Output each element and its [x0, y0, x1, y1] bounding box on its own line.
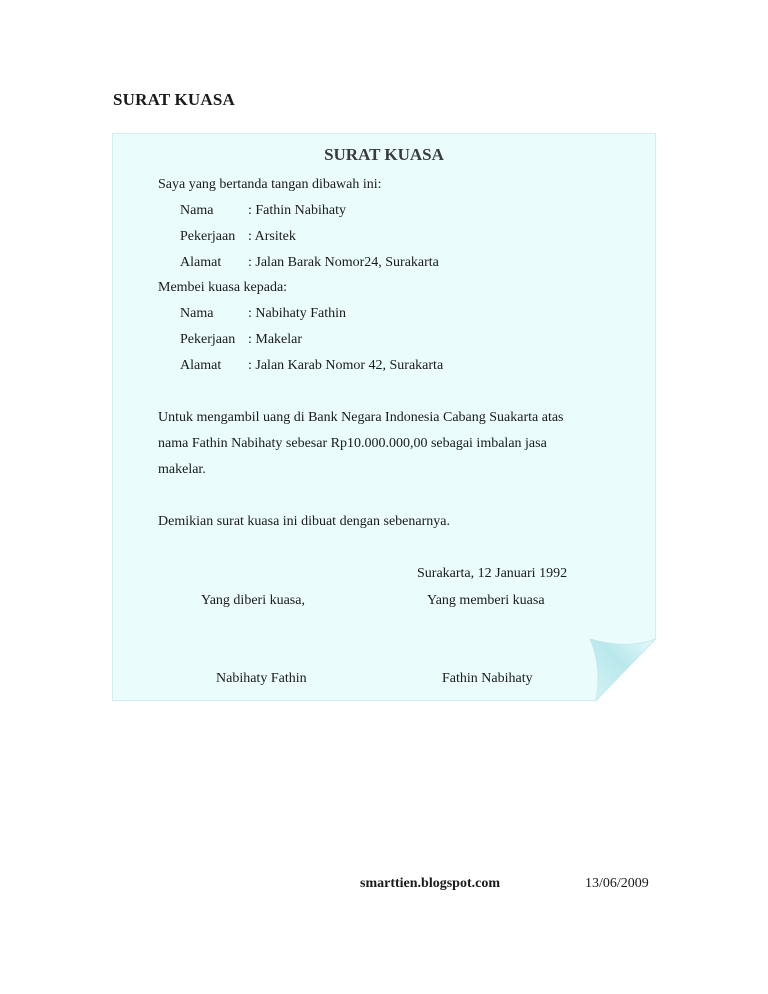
intro-text: Saya yang bertanda tangan dibawah ini:	[158, 177, 382, 192]
grantor-job-label: Pekerjaan	[180, 229, 236, 244]
giver-signature-name: Fathin Nabihaty	[442, 671, 533, 686]
purpose-line-2: nama Fathin Nabihaty sebesar Rp10.000.000,00 sebagai imbalan jasa	[158, 436, 547, 451]
grantor-name-label: Nama	[180, 203, 214, 218]
grantee-address-value: : Jalan Karab Nomor 42, Surakarta	[248, 358, 444, 373]
purpose-line-1: Untuk mengambil uang di Bank Negara Indonesia Cabang Suakarta atas	[158, 410, 564, 425]
grantor-address-value: : Jalan Barak Nomor24, Surakarta	[248, 255, 439, 270]
giver-role: Yang memberi kuasa	[427, 593, 545, 608]
grantee-name-label: Nama	[180, 306, 214, 321]
recipient-signature-name: Nabihaty Fathin	[216, 671, 307, 686]
closing-text: Demikian surat kuasa ini dibuat dengan sebenarnya.	[158, 514, 450, 529]
footer-website: smarttien.blogspot.com	[360, 876, 500, 891]
grant-line: Membei kuasa kepada:	[158, 280, 288, 295]
grantor-name-value: : Fathin Nabihaty	[248, 203, 346, 218]
purpose-line-3: makelar.	[158, 462, 206, 477]
grantee-address-label: Alamat	[180, 358, 222, 373]
letter-card	[112, 133, 656, 701]
page-heading: SURAT KUASA	[113, 90, 236, 109]
grantor-address-label: Alamat	[180, 255, 222, 270]
grantee-name-value: : Nabihaty Fathin	[248, 306, 346, 321]
footer-date: 13/06/2009	[585, 876, 649, 891]
grantee-job-label: Pekerjaan	[180, 332, 236, 347]
grantor-job-value: : Arsitek	[248, 229, 296, 244]
recipient-role: Yang diberi kuasa,	[201, 593, 305, 608]
letter-title: SURAT KUASA	[324, 145, 444, 164]
place-date: Surakarta, 12 Januari 1992	[417, 566, 568, 581]
grantee-job-value: : Makelar	[248, 332, 303, 347]
